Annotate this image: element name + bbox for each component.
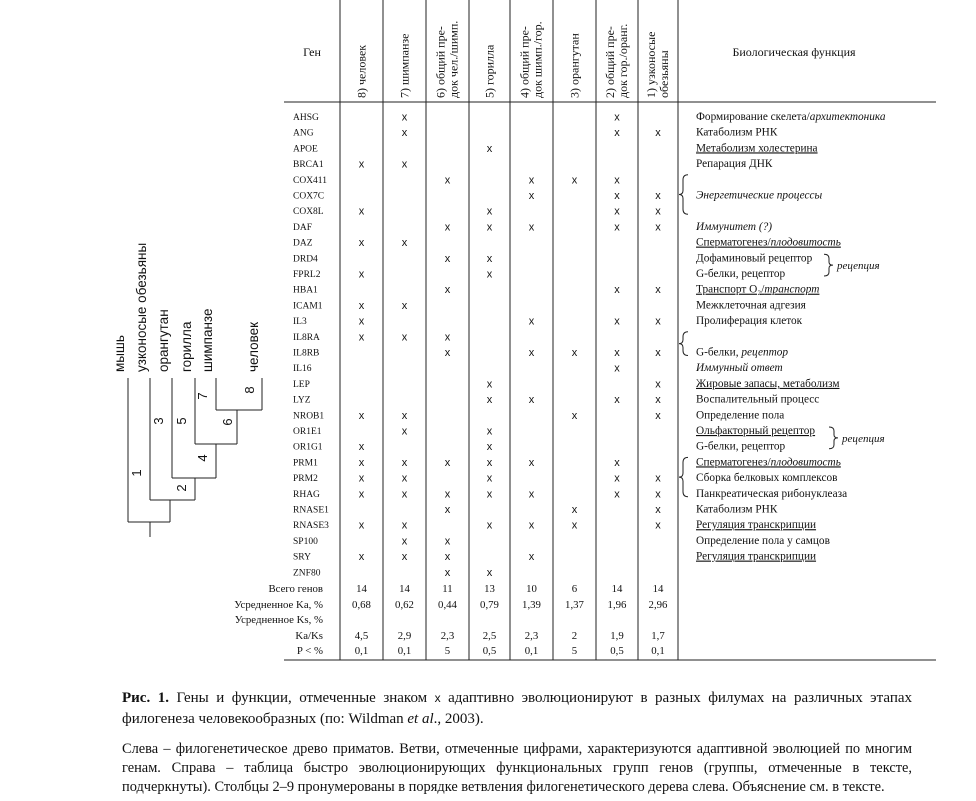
- adaptive-mark: x: [444, 535, 451, 548]
- branch-number: 7: [195, 392, 210, 400]
- column-header: [518, 21, 545, 98]
- function-text: Транспорт O₂/: [696, 283, 765, 296]
- adaptive-mark: x: [486, 441, 493, 454]
- function-label: [696, 127, 778, 139]
- summary-value: 2,96: [648, 599, 668, 611]
- summary-rows: [234, 583, 668, 657]
- function-text: Катаболизм РНК: [696, 503, 778, 516]
- summary-value: 13: [484, 583, 495, 595]
- adaptive-mark: x: [614, 190, 620, 202]
- column-header-line: 7) шимпанзе: [397, 33, 412, 98]
- function-label: [696, 441, 786, 453]
- taxon-label: человек: [246, 321, 261, 372]
- gene-name: APOE: [293, 144, 318, 155]
- function-label: [696, 111, 886, 123]
- adaptive-mark: x: [401, 158, 408, 171]
- column-header-line: 3) орангутан: [567, 33, 582, 98]
- function-text: Регуляция транскрипции: [696, 519, 817, 532]
- adaptive-mark: x: [401, 237, 408, 250]
- function-text: Репарация ДНК: [696, 158, 773, 171]
- adaptive-mark: x: [571, 347, 578, 359]
- column-header-line: 4) общий пре-: [517, 26, 532, 98]
- reception-label: рецепция: [842, 432, 885, 445]
- summary-value: 0,1: [397, 645, 412, 657]
- gene-name: RHAG: [293, 489, 320, 500]
- summary-value: 6: [571, 583, 578, 595]
- table-header: [303, 21, 856, 98]
- adaptive-mark: x: [655, 394, 661, 407]
- function-italic: рецептор: [741, 346, 789, 359]
- adaptive-mark: x: [655, 488, 661, 501]
- adaptive-mark: x: [444, 551, 451, 564]
- adaptive-mark: x: [571, 504, 578, 516]
- adaptive-mark: x: [614, 205, 620, 218]
- function-text: Воспалительный процесс: [696, 393, 820, 406]
- figure-caption: [122, 688, 912, 730]
- function-label: [696, 299, 806, 311]
- adaptive-mark: x: [571, 519, 578, 532]
- adaptive-mark: x: [655, 205, 661, 218]
- function-text: Пролиферация клеток: [696, 315, 803, 328]
- caption-text-before: Гены и функции, отмеченные знаком: [168, 690, 435, 706]
- gene-name-column: [293, 113, 329, 578]
- adaptive-mark: x: [528, 315, 535, 328]
- adaptive-mark: x: [401, 331, 408, 344]
- summary-value: 2: [571, 630, 578, 642]
- adaptive-mark: x: [358, 551, 365, 564]
- gene-name: HBA1: [293, 285, 318, 296]
- gene-name: DAF: [293, 222, 313, 233]
- adaptive-mark: x: [358, 268, 365, 281]
- summary-value: 0,62: [395, 599, 414, 611]
- column-header-line: 6) общий пре-: [433, 26, 448, 98]
- adaptive-mark: x: [486, 205, 493, 218]
- adaptive-mark: x: [401, 535, 408, 548]
- adaptive-mark: x: [358, 315, 365, 328]
- column-header-line: 5) горилла: [482, 44, 497, 98]
- branch-number: 5: [174, 417, 189, 425]
- column-header-line: док чел./шимп.: [446, 20, 461, 98]
- adaptive-mark: x: [486, 221, 493, 234]
- column-header-line: 1) узконосые: [644, 31, 658, 98]
- function-italic: плодовитость: [770, 456, 841, 469]
- caption-etal: et al: [407, 711, 434, 727]
- tree-branch-numbers: [129, 386, 257, 491]
- figure-explanation: Слева – филогенетическое древо приматов. Ветви, отмеченные цифрами, характеризуются адаптивной эволюцией по многим генам. Справа – таблица быстро эволюционирующих функциональных групп генов (группы, отмеченные в тексте, подчеркнуты). Столбцы 2–9 пронумерованы в порядке ветвления филогенетического дерева слева. Объяснение см. в тексте.: [122, 741, 912, 795]
- function-label: [696, 394, 819, 406]
- adaptive-mark: x: [486, 142, 493, 155]
- function-italic: Иммунный ответ: [696, 362, 783, 375]
- adaptive-mark: x: [444, 488, 451, 501]
- function-label: [696, 284, 819, 296]
- column-header: [434, 21, 461, 98]
- group-brace: [679, 457, 688, 496]
- adaptive-mark: x: [614, 347, 620, 359]
- adaptive-mark: x: [655, 519, 661, 532]
- gene-name: IL16: [293, 364, 312, 375]
- group-brace: [679, 175, 688, 214]
- adaptive-mark: x: [655, 127, 661, 140]
- gene-name: SP100: [293, 536, 318, 547]
- adaptive-mark: x: [401, 409, 408, 422]
- adaptive-mark: x: [614, 127, 620, 140]
- gene-name: DAZ: [293, 238, 313, 249]
- gene-name: LYZ: [293, 395, 311, 406]
- adaptive-mark: x: [444, 504, 451, 516]
- branch-number: 4: [195, 454, 210, 462]
- summary-value: 14: [399, 583, 410, 595]
- taxon-label: орангутан: [156, 309, 171, 372]
- adaptive-mark: x: [528, 551, 535, 564]
- adaptive-mark: x: [358, 299, 365, 312]
- function-text: Дофаминовый рецептор: [696, 252, 813, 265]
- adaptive-mark: x: [486, 394, 493, 407]
- function-italic: архитектоника: [809, 111, 886, 123]
- function-label: [696, 551, 816, 563]
- column-header-line: 8) человек: [354, 44, 369, 98]
- summary-value: 4,5: [354, 630, 369, 642]
- function-label: [696, 425, 815, 437]
- function-label: [696, 456, 841, 468]
- summary-value: 5: [571, 645, 578, 657]
- adaptive-mark: x: [614, 362, 620, 375]
- gene-name: COX8L: [293, 207, 324, 218]
- tree-taxa-labels: [112, 243, 261, 372]
- summary-value: 2,3: [440, 630, 455, 642]
- summary-value: 0,44: [438, 599, 457, 611]
- reception-brace: [824, 254, 833, 276]
- adaptive-mark: x: [655, 472, 661, 485]
- summary-value: 2,5: [482, 630, 497, 642]
- summary-label: Усредненное Ka, %: [234, 599, 323, 611]
- reception-label: рецепция: [837, 260, 880, 273]
- adaptive-mark: x: [486, 268, 493, 281]
- branch-number: 8: [242, 386, 257, 394]
- gene-name: RNASE1: [293, 505, 329, 516]
- adaptive-mark: x: [614, 111, 620, 124]
- function-text: Регуляция транскрипции: [696, 550, 817, 563]
- summary-value: 1,7: [651, 630, 665, 642]
- branch-number: 2: [174, 484, 189, 492]
- gene-name: RNASE3: [293, 521, 329, 532]
- adaptive-mark: x: [486, 456, 493, 469]
- adaptive-mark: x: [401, 299, 408, 312]
- adaptive-mark: x: [614, 174, 620, 187]
- adaptive-mark: x: [401, 425, 408, 438]
- function-text: Жировые запасы, метаболизм: [696, 377, 840, 390]
- gene-name: AHSG: [293, 113, 319, 123]
- adaptive-mark: x: [358, 237, 365, 250]
- adaptive-mark: x: [401, 111, 408, 124]
- adaptive-mark: x: [528, 221, 535, 234]
- function-italic: Энергетические процессы: [696, 189, 823, 202]
- summary-value: 2,3: [524, 630, 539, 642]
- function-label: [696, 378, 840, 390]
- function-text: Ольфакторный рецептор: [696, 425, 816, 437]
- summary-value: 0,1: [524, 645, 539, 657]
- adaptive-mark: x: [655, 378, 661, 391]
- adaptive-mark: x: [528, 174, 535, 187]
- gene-name: BRCA1: [293, 160, 324, 171]
- function-label: [696, 504, 778, 516]
- column-header: [355, 45, 369, 98]
- adaptive-mark: x: [401, 519, 408, 532]
- adaptive-mark: x: [486, 488, 493, 501]
- function-label: [696, 315, 803, 327]
- adaptive-mark: x: [486, 566, 493, 579]
- adaptive-mark: x: [528, 190, 535, 202]
- column-header-line: док гор./оранг.: [616, 23, 630, 98]
- adaptive-mark: x: [401, 472, 408, 485]
- caption-mark: x: [434, 691, 441, 705]
- function-label: [696, 252, 813, 264]
- adaptive-mark: x: [655, 409, 661, 422]
- summary-value: 0,68: [352, 599, 371, 611]
- gene-name: IL8RA: [293, 332, 320, 343]
- gene-header: Ген: [303, 45, 321, 59]
- adaptive-mark: x: [655, 284, 661, 297]
- branch-number: 6: [220, 418, 235, 426]
- adaptive-mark: x: [614, 315, 620, 328]
- adaptive-mark: x: [401, 551, 408, 564]
- table-grid: [284, 0, 936, 660]
- caption-label: Рис. 1.: [122, 690, 169, 706]
- column-header: [398, 34, 412, 99]
- function-label: [696, 409, 784, 421]
- adaptive-mark: x: [444, 331, 451, 344]
- adaptive-mark: x: [401, 127, 408, 140]
- adaptive-mark: x: [358, 441, 365, 454]
- summary-value: 14: [356, 583, 367, 595]
- summary-value: 5: [444, 645, 451, 657]
- adaptive-mark: x: [486, 252, 493, 265]
- gene-name: DRD4: [293, 254, 318, 265]
- taxon-label: мышь: [112, 335, 127, 372]
- adaptive-mark: x: [614, 488, 620, 501]
- function-label: [696, 519, 816, 531]
- column-header-line: 2) общий пре-: [603, 26, 617, 98]
- summary-value: 1,9: [610, 630, 624, 642]
- gene-name: FPRL2: [293, 270, 321, 280]
- adaptive-mark: x: [655, 190, 661, 202]
- function-label: [696, 347, 788, 359]
- adaptive-mark: x: [486, 378, 493, 391]
- column-header-line: док шимп./гор.: [530, 21, 545, 98]
- adaptive-mark: x: [401, 456, 408, 469]
- summary-value: 0,1: [651, 645, 665, 657]
- adaptive-mark: x: [444, 347, 451, 359]
- adaptive-mark: x: [358, 472, 365, 485]
- summary-value: 0,1: [354, 645, 369, 657]
- gene-name: OR1G1: [293, 442, 323, 453]
- adaptive-mark: x: [444, 252, 451, 265]
- summary-label: Ka/Ks: [295, 630, 323, 642]
- summary-value: 14: [611, 583, 623, 595]
- function-text: Определение пола у самцов: [696, 534, 830, 547]
- summary-value: 14: [652, 583, 664, 595]
- adaptive-mark: x: [444, 174, 451, 187]
- caption-text-after: адаптивно эволюционируют в разных филумах на различных этапах филогенеза человекообразных (по: Wildman: [122, 690, 912, 727]
- adaptive-mark: x: [571, 409, 578, 422]
- function-label: [696, 268, 786, 280]
- adaptive-mark: x: [358, 456, 365, 469]
- summary-value: 10: [526, 583, 537, 595]
- column-header-line: обезьяны: [657, 50, 671, 98]
- function-header: Биологическая функция: [732, 45, 856, 59]
- summary-value: 11: [442, 583, 453, 595]
- summary-value: 0,79: [480, 599, 499, 611]
- reception-brace: [829, 427, 838, 449]
- function-text: Панкреатическая рибонуклеаза: [696, 487, 848, 500]
- caption-end: ., 2003).: [433, 711, 484, 727]
- adaptive-mark: x: [528, 456, 535, 469]
- gene-name: OR1E1: [293, 427, 322, 437]
- adaptive-mark: x: [358, 331, 365, 344]
- adaptive-mark: x: [614, 221, 620, 234]
- adaptive-mark: x: [614, 456, 620, 469]
- summary-value: 2,9: [397, 630, 412, 642]
- summary-label: Усредненное Ks, %: [234, 614, 323, 626]
- function-text: Сперматогенез/: [696, 236, 771, 249]
- gene-name: COX7C: [293, 191, 325, 202]
- function-label: [696, 142, 818, 154]
- function-label: [696, 535, 830, 547]
- function-text: G-белки, рецептор: [696, 268, 786, 280]
- adaptive-mark: x: [655, 347, 661, 359]
- column-header: [483, 44, 497, 98]
- taxon-label: шимпанзе: [200, 308, 215, 372]
- adaptive-mark: x: [358, 409, 365, 422]
- adaptive-mark: x: [444, 221, 451, 234]
- function-text: Сперматогенез/: [696, 456, 771, 469]
- function-italic: транспорт: [764, 283, 820, 296]
- adaptive-mark: x: [655, 221, 661, 234]
- function-text: Формирование скелета/: [696, 111, 810, 123]
- function-label: [695, 221, 772, 233]
- adaptive-mark: x: [358, 488, 365, 501]
- gene-name: COX411: [293, 175, 327, 186]
- function-italic: Иммунитет (?): [696, 220, 773, 233]
- function-label: [696, 237, 841, 249]
- function-text: Определение пола: [696, 409, 785, 422]
- adaptive-mark: x: [401, 488, 408, 501]
- function-text: Сборка белковых комплексов: [696, 472, 838, 485]
- adaptive-mark: x: [528, 394, 535, 407]
- function-column: [679, 111, 886, 563]
- summary-value: 1,96: [607, 599, 627, 611]
- gene-name: ANG: [293, 128, 314, 139]
- adaptive-mark: x: [528, 488, 535, 501]
- branch-number: 3: [151, 417, 166, 425]
- gene-name: ZNF80: [293, 568, 321, 579]
- adaptive-mark: x: [358, 519, 365, 532]
- function-label: [696, 472, 837, 484]
- function-text: G-белки, рецептор: [696, 440, 786, 453]
- function-text: G-белки,: [696, 346, 742, 359]
- summary-label: Всего генов: [268, 583, 323, 595]
- function-label: [696, 158, 773, 170]
- adaptive-mark: x: [614, 284, 620, 297]
- function-text: Метаболизм холестерина: [696, 142, 818, 155]
- adaptive-mark: x: [528, 519, 535, 532]
- gene-name: SRY: [293, 552, 311, 563]
- summary-label: P < %: [296, 645, 323, 657]
- column-header: [644, 32, 671, 98]
- function-text: Катаболизм РНК: [696, 126, 778, 139]
- function-label: [696, 190, 823, 202]
- adaptive-mark: x: [358, 205, 365, 218]
- taxon-label: узконосые обезьяны: [134, 242, 149, 372]
- function-label: [695, 362, 783, 374]
- adaptive-mark: x: [486, 519, 493, 532]
- gene-name: ICAM1: [293, 301, 323, 312]
- branch-number: 1: [129, 469, 144, 477]
- adaptive-mark: x: [486, 425, 493, 438]
- adaptive-mark: x: [655, 504, 661, 516]
- column-header: [603, 24, 630, 98]
- summary-value: 0,5: [610, 645, 624, 657]
- adaptive-mark: x: [444, 456, 451, 469]
- group-brace: [679, 332, 688, 356]
- adaptive-mark: x: [614, 394, 620, 407]
- gene-name: PRM1: [293, 458, 318, 469]
- adaptive-mark: x: [528, 347, 535, 359]
- summary-value: 1,37: [565, 599, 584, 611]
- function-italic: плодовитость: [770, 236, 841, 249]
- taxon-label: горилла: [179, 321, 194, 372]
- adaptive-mark: x: [486, 472, 493, 485]
- function-label: [696, 488, 847, 500]
- gene-name: PRM2: [293, 474, 318, 485]
- gene-name: IL3: [293, 317, 307, 328]
- gene-name: NROB1: [293, 411, 325, 422]
- gene-name: LEP: [293, 379, 310, 390]
- adaptive-mark: x: [358, 158, 365, 171]
- function-text: Межклеточная адгезия: [696, 299, 806, 312]
- gene-name: IL8RB: [293, 348, 320, 359]
- adaptive-mark: x: [614, 472, 620, 485]
- adaptive-mark: x: [444, 284, 451, 297]
- adaptive-mark: x: [571, 174, 578, 187]
- summary-value: 1,39: [522, 599, 541, 611]
- adaptive-mark: x: [444, 566, 451, 579]
- column-header: [568, 33, 582, 98]
- summary-value: 0,5: [482, 645, 497, 657]
- adaptive-mark: x: [655, 315, 661, 328]
